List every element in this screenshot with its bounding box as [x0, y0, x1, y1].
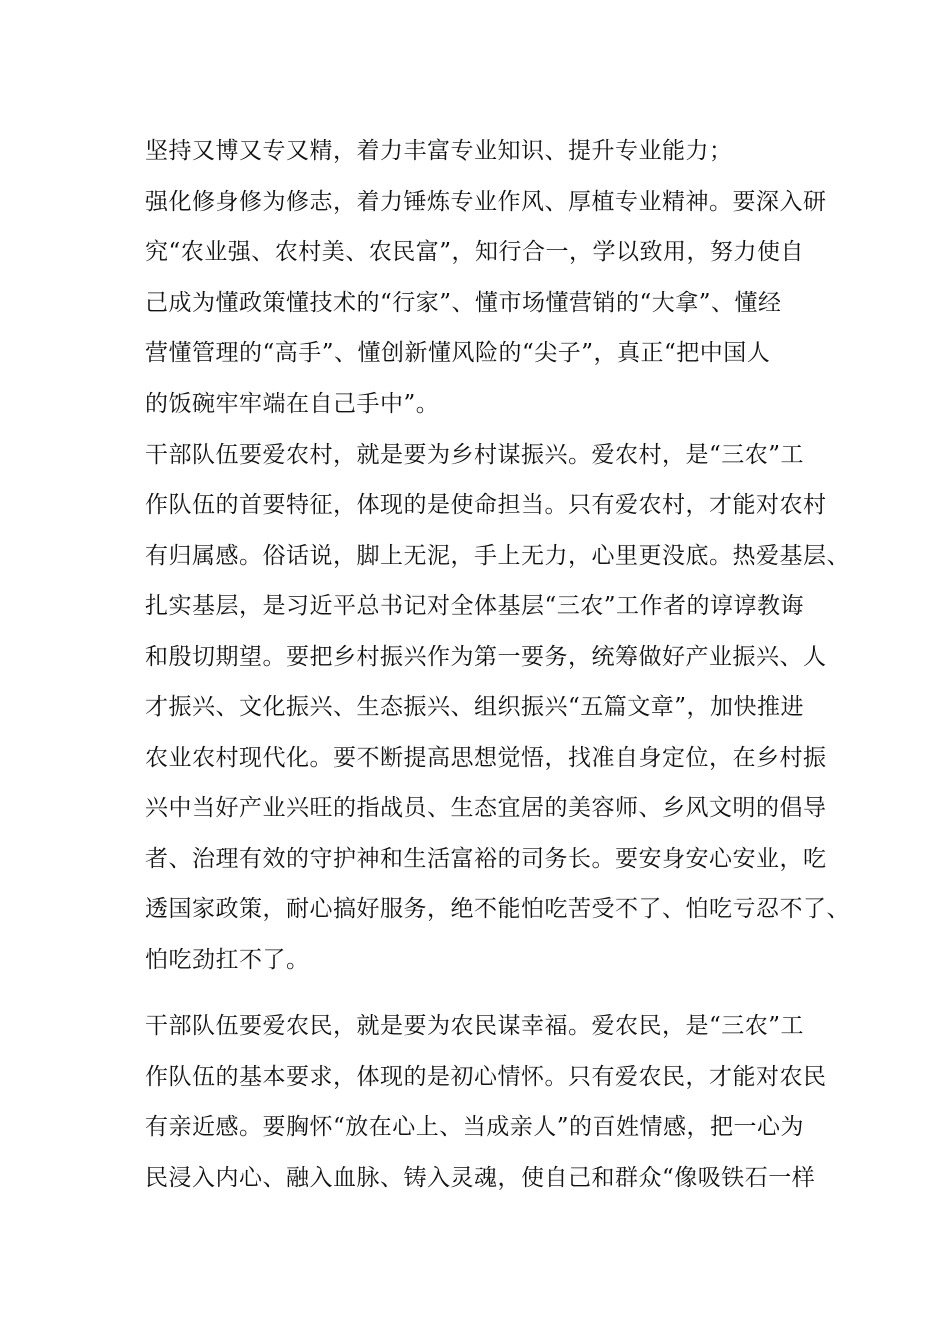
text-line: 干部队伍要爱农民，就是要为农民谋幸福。爱农民，是“三农”工 — [145, 1013, 805, 1039]
text-line: 才振兴、文化振兴、生态振兴、组织振兴“五篇文章”，加快推进 — [145, 694, 805, 720]
text-line: 者、治理有效的守护神和生活富裕的司务长。要安身安心安业，吃 — [145, 846, 827, 872]
text-line: 营懂管理的“高手”、懂创新懂风险的“尖子”，真正“把中国人 — [145, 340, 771, 366]
text-line: 的饭碗牢牢端在自己手中”。 — [145, 391, 440, 417]
text-line: 作队伍的基本要求，体现的是初心情怀。只有爱农民，才能对农民 — [145, 1064, 827, 1090]
text-line: 和殷切期望。要把乡村振兴作为第一要务，统筹做好产业振兴、人 — [145, 644, 827, 670]
text-line: 有亲近感。要胸怀“放在心上、当成亲人”的百姓情感，把一心为 — [145, 1114, 805, 1140]
text-line: 作队伍的首要特征，体现的是使命担当。只有爱农村，才能对农村 — [145, 492, 827, 518]
text-line: 究“农业强、农村美、农民富”，知行合一，学以致用，努力使自 — [145, 239, 805, 265]
text-line: 有归属感。俗话说，脚上无泥，手上无力，心里更没底。热爱基层、 — [145, 543, 850, 569]
text-line: 己成为懂政策懂技术的“行家”、懂市场懂营销的“大拿”、懂经 — [145, 290, 782, 316]
text-line: 怕吃劲扛不了。 — [145, 947, 310, 973]
text-line: 透国家政策，耐心搞好服务，绝不能怕吃苦受不了、怕吃亏忍不了、 — [145, 896, 850, 922]
text-line: 坚持又博又专又精，着力丰富专业知识、提升专业能力； — [145, 138, 733, 164]
text-line: 强化修身修为修志，着力锤炼专业作风、厚植专业精神。要深入研 — [145, 189, 827, 215]
text-line: 干部队伍要爱农村，就是要为乡村谋振兴。爱农村，是“三农”工 — [145, 442, 805, 468]
text-line: 农业农村现代化。要不断提高思想觉悟，找准自身定位，在乡村振 — [145, 745, 827, 771]
text-line: 兴中当好产业兴旺的指战员、生态宜居的美容师、乡风文明的倡导 — [145, 795, 827, 821]
text-line: 扎实基层，是习近平总书记对全体基层“三农”工作者的谆谆教诲 — [145, 593, 805, 619]
text-line: 民浸入内心、融入血脉、铸入灵魂，使自己和群众“像吸铁石一样 — [145, 1165, 816, 1191]
